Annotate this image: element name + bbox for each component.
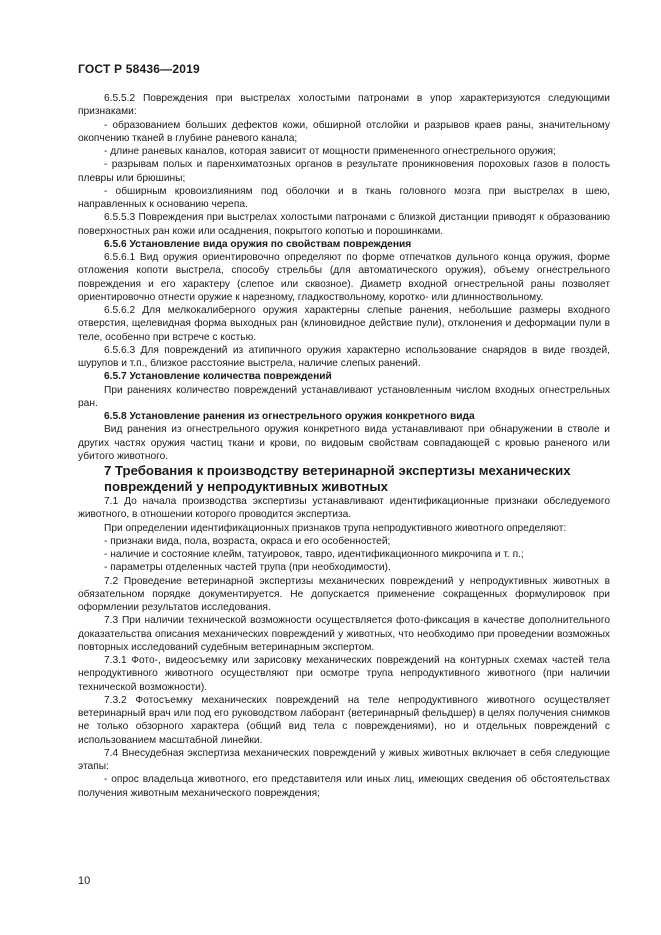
list-item: - разрывам полых и паренхиматозных органов в результате проникновения пороховых газов в полость плевры или брюшины; — [78, 159, 610, 184]
paragraph-6-5-6-2: 6.5.6.2 Для мелкокалиберного оружия характерны слепые ранения, небольшие размеры входного отверстия, щелевидная форма выходных ран (клиновидное действие пули), отклонения и деформации пули в теле, особенно при встрече с костью. — [78, 305, 610, 343]
list-item: - параметры отделенных частей трупа (при необходимости). — [104, 562, 391, 574]
standard-code-header: ГОСТ Р 58436—2019 — [78, 62, 200, 76]
paragraph-7-2: 7.2 Проведение ветеринарной экспертизы механических повреждений у непродуктивных животных в обязательном порядке документируется. Не допускается применение сокращенных формулировок при оформлении результатов исследования. — [78, 575, 610, 613]
heading-6-5-8: 6.5.8 Установление ранения из огнестрельного оружия конкретного вида — [104, 411, 475, 422]
list-item: - признаки вида, пола, возраста, окраса и его особенностей; — [104, 535, 391, 547]
list-item: - наличие и состояние клейм, татуировок, тавро, идентификационного микрочипа и т. п.; — [104, 549, 524, 560]
paragraph-7-3-2: 7.3.2 Фотосъемку механических повреждений на теле непродуктивного животного осуществляет ветеринарный врач или под его руководством лаборант (ветеринарный фельдшер) в целях получения снимков не только обзорного характера (общий вид тела с повреждениями), но и отдельных повреждений с использованием масштабной линейки. — [78, 694, 610, 746]
list-item: - опрос владельца животного, его представителя или иных лиц, имеющих сведения об обстоятельствах получения животным механического повреждения; — [78, 774, 610, 799]
paragraph-6-5-7: При ранениях количество повреждений устанавливают установленным числом входных огнестрельных ран. — [78, 384, 610, 409]
heading-6-5-7: 6.5.7 Установление количества повреждений — [104, 371, 332, 383]
paragraph-7-3: 7.3 При наличии технической возможности осуществляется фото-фиксация в качестве дополнительного доказательства описания механических повреждений у животных, что необходимо при проведении возможных повторных исследований судебным ветеринарным экспертом. — [78, 615, 610, 653]
paragraph-6-5-6-1: 6.5.6.1 Вид оружия ориентировочно определяют по форме отпечатков дульного конца оружия, форме отложения копоти выстрела, способу стрельбы (для автоматического оружия), объему огнестрельного повреждения и его характеру (слепое или сквозное). Диаметр входной огнестрельной раны позволяет ориентировочно отнести оружие к нарезному, гладкоствольному, коротко- или длинноствольному. — [78, 252, 610, 303]
paragraph-6-5-5-3: 6.5.5.3 Повреждения при выстрелах холостыми патронами с близкой дистанции приводят к образованию поверхностных ран кожи или осаднения, покрытого копотью и порошинками. — [78, 212, 610, 237]
paragraph-7-1: 7.1 До начала производства экспертизы устанавливают идентификационные признаки обследуемого животного, в отношении которого проводится экспертиза. — [78, 496, 610, 521]
paragraph-identification: При определении идентификационных признаков трупа непродуктивного животного определяют: — [104, 522, 567, 534]
paragraph-7-3-1: 7.3.1 Фото-, видеосъемку или зарисовку механических повреждений на контурных схемах частей тела непродуктивного животного осуществляют при осмотре трупа непродуктивного животного (при наличии технической возможности). — [78, 655, 610, 693]
list-item: - длине раневых каналов, которая зависит от мощности примененного огнестрельного оружия; — [104, 146, 556, 157]
heading-6-5-6: 6.5.6 Установление вида оружия по свойствам повреждения — [104, 238, 412, 250]
page-number: 10 — [78, 875, 91, 887]
paragraph-6-5-5-2: 6.5.5.2 Повреждения при выстрелах холостыми патронами в упор характеризуются следующими признаками: — [78, 93, 610, 118]
paragraph-7-4: 7.4 Внесудебная экспертиза механических повреждений у живых животных включает в себя следующие этапы: — [78, 747, 610, 772]
paragraph-6-5-8: Вид ранения из огнестрельного оружия конкретного вида устанавливают при обнаружении в стволе и других частях оружия частиц ткани и крови, по видовым свойствам совпадающей с кровью раненого или убитого животного. — [78, 424, 610, 462]
section-7-title: 7 Требования к производству ветеринарной экспертизы механических повреждений у непродуктивных животных — [104, 463, 571, 494]
list-item: - обширным кровоизлияниям под оболочки и в ткань головного мозга при выстрелах в шею, направленных к основанию черепа. — [78, 185, 610, 210]
document-body — [78, 92, 610, 800]
paragraph-6-5-6-3: 6.5.6.3 Для повреждений из атипичного оружия характерно использование снарядов в виде гвоздей, шурупов и т.п., близкое расстояние выстрела, наличие слепых ранений. — [78, 344, 610, 369]
list-item: - образованием больших дефектов кожи, обширной отслойки и разрывов краев раны, значительному окопчению тканей в глубине раневого канала; — [78, 119, 610, 144]
